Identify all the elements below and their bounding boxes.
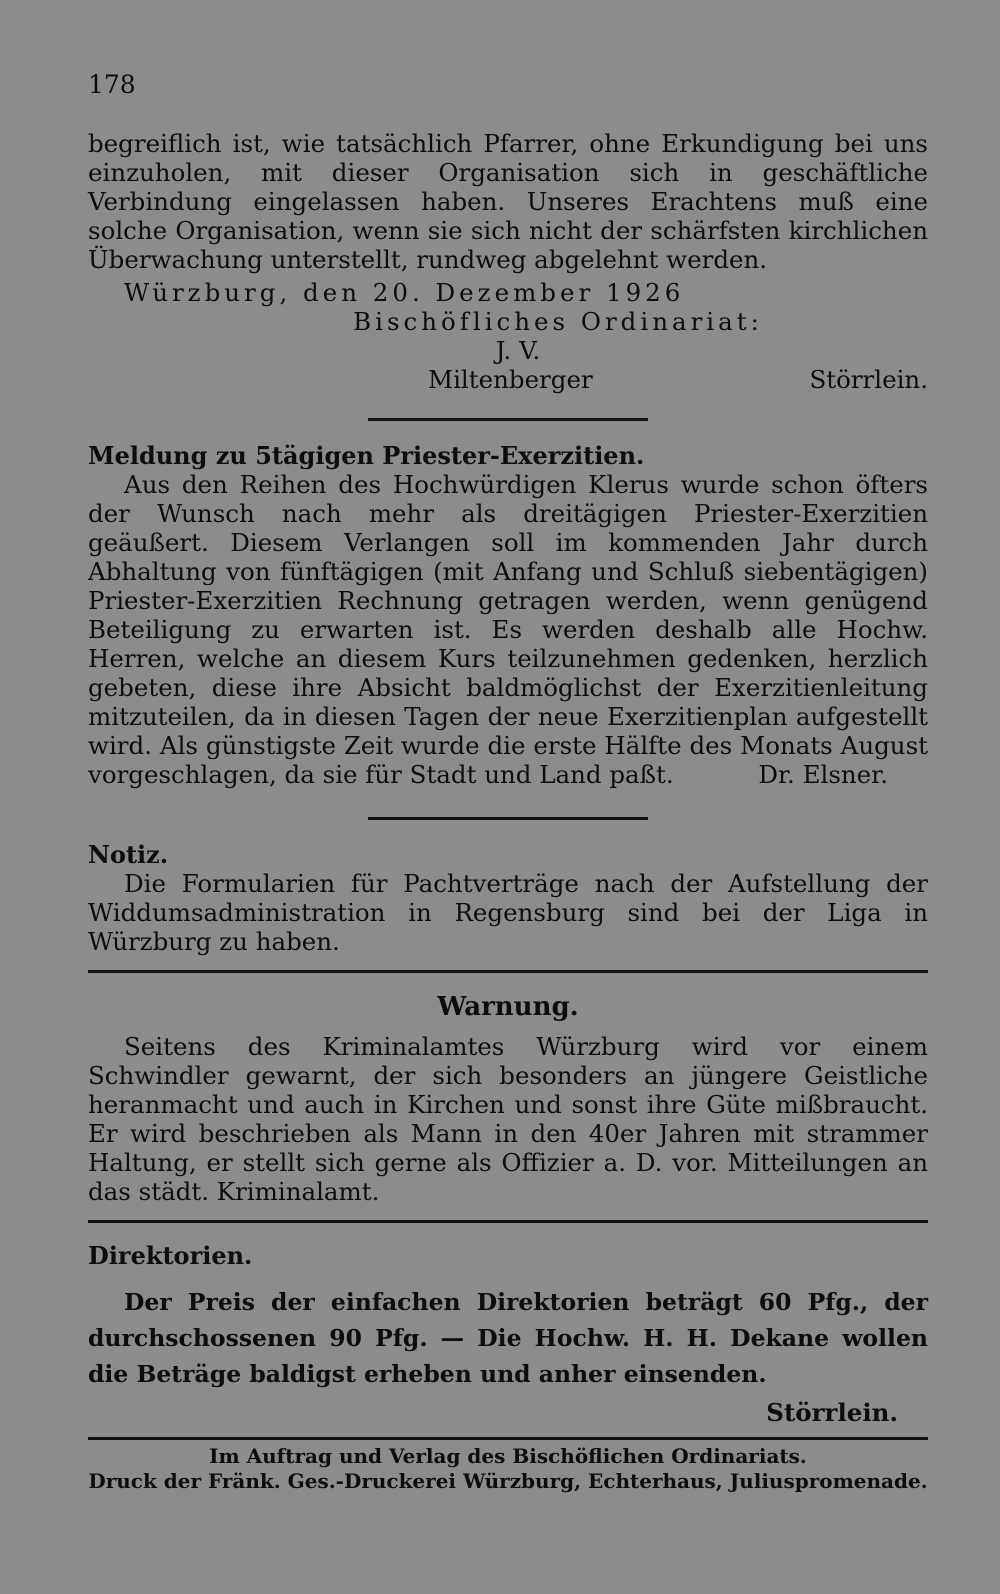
place-date: Würzburg, den 20. Dezember 1926 <box>124 278 685 307</box>
separator-short <box>368 418 648 421</box>
paragraph-notiz: Die Formularien für Pachtverträge nach der Aufstellung der Widdumsadministration in Regensburg sind bei der Liga in Würzburg zu haben. <box>88 869 928 956</box>
paragraph-exerzitien: Aus den Reihen des Hochwürdigen Klerus wurde schon öfters der Wunsch nach mehr als dreitägigen Priester-Exerzitien geäußert. Diesem Verlangen soll im kommenden Jahr durch Abhaltung von fünftägigen (mit Anfang und Schluß siebentägigen) Priester-Exerzitien Rechnung getragen werden, wenn genügend Beteiligung zu erwarten ist. Es werden deshalb alle Hochw. Herren, welche an diesem Kurs teilzunehmen gedenken, herzlich gebeten, diese ihre Absicht baldmöglichst der Exerzitienleitung mitzuteilen, da in diesen Tagen der neue Exerzitienplan aufgestellt wird. Als günstigste Zeit wurde die erste Hälfte des Monats August vorgeschlagen, da sie für Stadt und Land paßt. <box>88 470 928 789</box>
document-page <box>88 70 928 1494</box>
footer-printer: Druck der Fränk. Ges.-Druckerei Würzburg, Echterhaus, Juliuspromenade. <box>88 1469 928 1493</box>
separator-long <box>88 970 928 973</box>
office-name: Bischöfliches Ordinariat: <box>353 307 763 336</box>
signature-row <box>88 365 928 394</box>
signature-direktorien: Störrlein. <box>766 1398 898 1427</box>
separator-long <box>88 1220 928 1223</box>
page-number: 178 <box>88 70 136 99</box>
signature-miltenberger: Miltenberger <box>428 365 593 394</box>
heading-direktorien: Direktorien. <box>88 1241 253 1270</box>
signature-elsner: Dr. Elsner. <box>758 760 888 789</box>
paragraph-warnung: Seitens des Kriminalamtes Würzburg wird vor einem Schwindler gewarnt, der sich besonders an jüngere Geistliche heranmacht und auch in Kirchen und sonst ihre Güte mißbraucht. Er wird beschrieben als Mann in den 40er Jahren mit strammer Haltung, er stellt sich gerne als Offizier a. D. vor. Mitteilungen an das städt. Kriminalamt. <box>88 1032 928 1206</box>
heading-exerzitien: Meldung zu 5tägigen Priester-Exerzitien. <box>88 441 645 470</box>
signature-stoerrlein: Störrlein. <box>809 365 928 394</box>
footer-publisher: Im Auftrag und Verlag des Bischöflichen Ordinariats. <box>209 1444 807 1468</box>
paragraph-direktorien: Der Preis der einfachen Direktorien beträgt 60 Pfg., der durchschossenen 90 Pfg. — Die Hochw. H. H. Dekane wollen die Beträge baldigst erheben und anher einsenden. <box>88 1288 928 1388</box>
heading-notiz: Notiz. <box>88 840 169 869</box>
separator-short <box>368 817 648 820</box>
separator-footer <box>88 1437 928 1440</box>
paragraph-organisation: begreiflich ist, wie tatsächlich Pfarrer, ohne Erkundigung bei uns einzuholen, mit dieser Organisation sich in geschäftliche Verbindung eingelassen haben. Unseres Erachtens muß eine solche Organisation, wenn sie sich nicht der schärfsten kirchlichen Überwachung unterstellt, rundweg abgelehnt werden. <box>88 129 928 274</box>
heading-warnung: Warnung. <box>437 992 579 1022</box>
jv-mark: J. V. <box>495 336 541 365</box>
